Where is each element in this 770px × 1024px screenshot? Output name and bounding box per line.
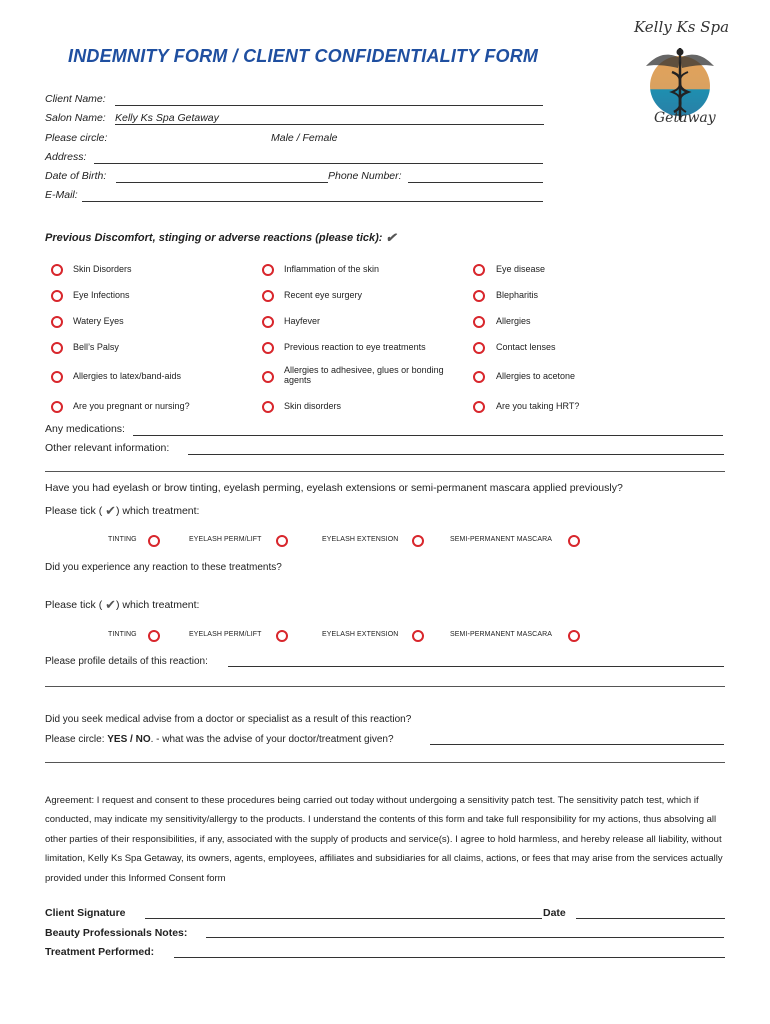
discomfort-checkbox[interactable] — [51, 342, 63, 354]
discomfort-checkbox[interactable] — [262, 290, 274, 302]
discomfort-checkbox[interactable] — [51, 264, 63, 276]
advise-line-2[interactable] — [45, 762, 725, 763]
discomfort-checkbox[interactable] — [51, 290, 63, 302]
tick-instruction-2 — [45, 597, 199, 613]
treatment-question: Have you had eyelash or brow tinting, eyelash perming, eyelash extensions or semi-permanent mascara applied previously? — [45, 482, 623, 494]
discomfort-option-label: Bell’s Palsy — [73, 342, 119, 352]
checkmark-icon: ✔ — [105, 597, 117, 612]
professional-notes-field[interactable] — [206, 926, 724, 938]
medications-label: Any medications: — [45, 423, 125, 435]
gender-options[interactable]: Male / Female — [271, 132, 338, 144]
treatment-option-label: SEMI-PERMANENT MASCARA — [450, 631, 553, 638]
discomfort-checkbox[interactable] — [51, 316, 63, 328]
discomfort-option-label: Recent eye surgery — [284, 290, 363, 300]
treatment-option-checkbox[interactable] — [412, 535, 424, 547]
medications-field[interactable] — [133, 424, 723, 436]
please-circle-label: Please circle: — [45, 132, 108, 144]
treatment-option-label: TINTING — [108, 536, 137, 543]
tick-instruction-1 — [45, 503, 199, 519]
discomfort-option-label: Eye disease — [496, 264, 546, 274]
advise-circle-prefix: Please circle: — [45, 734, 105, 745]
checkmark-icon: ✔ — [105, 503, 117, 518]
treatment-option-label: EYELASH PERM/LIFT — [189, 631, 262, 638]
treatment-option-checkbox[interactable] — [568, 535, 580, 547]
dob-label: Date of Birth: — [45, 170, 107, 182]
other-info-label: Other relevant information: — [45, 442, 170, 454]
reaction-question: Did you experience any reaction to these treatments? — [45, 562, 282, 573]
tick-prefix: Please tick ( — [45, 505, 103, 517]
discomfort-option-label: Allergies to acetone — [496, 371, 576, 381]
client-name-field[interactable] — [115, 94, 543, 106]
advise-circle-row — [45, 734, 394, 745]
tick-prefix: Please tick ( — [45, 599, 103, 611]
client-signature-field[interactable] — [145, 907, 542, 919]
logo-text-bottom: Getaway — [654, 110, 716, 126]
discomfort-checkbox[interactable] — [473, 264, 485, 276]
discomfort-checkbox[interactable] — [473, 316, 485, 328]
discomfort-option-label: Previous reaction to eye treatments — [284, 342, 426, 352]
logo-text-top: Kelly Ks Spa — [634, 18, 730, 36]
discomfort-checkbox[interactable] — [51, 371, 63, 383]
reaction-profile-field[interactable] — [228, 655, 724, 667]
discomfort-option-label: Skin disorders — [284, 401, 342, 411]
agreement-text: Agreement: I request and consent to these procedures being carried out today without undergoing a sensitivity patch test. The sensitivity patch test, which if conducted, may indicate my sensitivity/allergy to the products. I understand the contents of this form and take full responsibility for my actions, thus absolving all other parties of their responsibilities, if any, associated with the supply of products and service(s). I agree to hold harmless, and hereby release all liability, without limitation, Kelly Ks Spa Getaway, its owners, agents, employees, affiliates and subsidiaries for all claims, actions, or fees that may arise from the services actually provided under this Informed Consent form — [45, 795, 723, 884]
discomfort-checkbox[interactable] — [473, 342, 485, 354]
discomfort-option-label: Eye Infections — [73, 290, 130, 300]
form-title: INDEMNITY FORM / CLIENT CONFIDENTIALITY FORM — [68, 46, 539, 66]
discomfort-option-label: Skin Disorders — [73, 264, 132, 274]
medical-advise-question: Did you seek medical advise from a doctor or specialist as a result of this reaction? — [45, 714, 412, 725]
discomfort-option-label: Allergies to adhesivee, glues or bonding agents — [284, 365, 444, 385]
treatment-option-label: EYELASH EXTENSION — [322, 536, 399, 543]
discomfort-option-label: Contact lenses — [496, 342, 556, 352]
discomfort-checkbox[interactable] — [473, 401, 485, 413]
phone-label: Phone Number: — [328, 170, 402, 182]
treatment-performed-label: Treatment Performed: — [45, 946, 155, 958]
reaction-profile-label: Please profile details of this reaction: — [45, 656, 208, 667]
email-label: E-Mail: — [45, 189, 78, 201]
dob-field[interactable] — [116, 171, 328, 183]
discomfort-option-label: Allergies — [496, 316, 531, 326]
treatment-option-label: SEMI-PERMANENT MASCARA — [450, 536, 553, 543]
address-field[interactable] — [94, 152, 543, 164]
advise-field[interactable] — [430, 733, 724, 745]
other-info-line-2[interactable] — [45, 471, 725, 472]
advise-circle-suffix: . - what was the advise of your doctor/treatment given? — [150, 734, 394, 745]
discomfort-checkbox[interactable] — [51, 401, 63, 413]
date-field[interactable] — [576, 907, 725, 919]
treatment-option-label: EYELASH EXTENSION — [322, 631, 399, 638]
reaction-profile-line-2[interactable] — [45, 686, 725, 687]
discomfort-option-label: Are you taking HRT? — [496, 401, 580, 411]
discomfort-option-label: Allergies to latex/band-aids — [73, 371, 182, 381]
treatment-option-checkbox[interactable] — [412, 630, 424, 642]
tick-suffix: ) which treatment: — [116, 599, 200, 611]
discomfort-option-label: Inflammation of the skin — [284, 264, 380, 274]
discomfort-checkbox[interactable] — [262, 371, 274, 383]
treatment-performed-field[interactable] — [174, 946, 725, 958]
discomfort-checkbox[interactable] — [473, 371, 485, 383]
discomfort-option-label: Are you pregnant or nursing? — [73, 401, 190, 411]
yes-no-options[interactable]: YES / NO — [107, 734, 151, 745]
discomfort-heading-text: Previous Discomfort, stinging or adverse reactions (please tick): — [45, 232, 383, 244]
discomfort-checkbox[interactable] — [262, 316, 274, 328]
client-signature-label: Client Signature — [45, 907, 126, 919]
discomfort-checkbox[interactable] — [262, 264, 274, 276]
treatment-option-checkbox[interactable] — [148, 630, 160, 642]
spa-logo — [628, 18, 728, 133]
discomfort-heading — [45, 230, 396, 246]
email-field[interactable] — [82, 190, 543, 202]
client-name-label: Client Name: — [45, 93, 106, 105]
discomfort-option-label: Hayfever — [284, 316, 321, 326]
discomfort-checkbox[interactable] — [473, 290, 485, 302]
other-info-field[interactable] — [188, 443, 724, 455]
checkmark-icon: ✔ — [385, 230, 397, 245]
salon-name-label: Salon Name: — [45, 112, 106, 124]
discomfort-option-label: Watery Eyes — [73, 316, 124, 326]
discomfort-checkbox[interactable] — [262, 401, 274, 413]
address-label: Address: — [45, 151, 87, 163]
date-label: Date — [543, 907, 566, 919]
phone-field[interactable] — [408, 171, 543, 183]
treatment-option-label: TINTING — [108, 631, 137, 638]
discomfort-checkbox[interactable] — [262, 342, 274, 354]
discomfort-option-label: Blepharitis — [496, 290, 539, 300]
treatment-option-label: EYELASH PERM/LIFT — [189, 536, 262, 543]
treatment-option-checkbox[interactable] — [568, 630, 580, 642]
treatment-option-checkbox[interactable] — [276, 535, 288, 547]
professional-notes-label: Beauty Professionals Notes: — [45, 927, 188, 939]
treatment-option-checkbox[interactable] — [148, 535, 160, 547]
treatment-option-checkbox[interactable] — [276, 630, 288, 642]
tick-suffix: ) which treatment: — [116, 505, 200, 517]
salon-name-value: Kelly Ks Spa Getaway — [115, 112, 219, 124]
